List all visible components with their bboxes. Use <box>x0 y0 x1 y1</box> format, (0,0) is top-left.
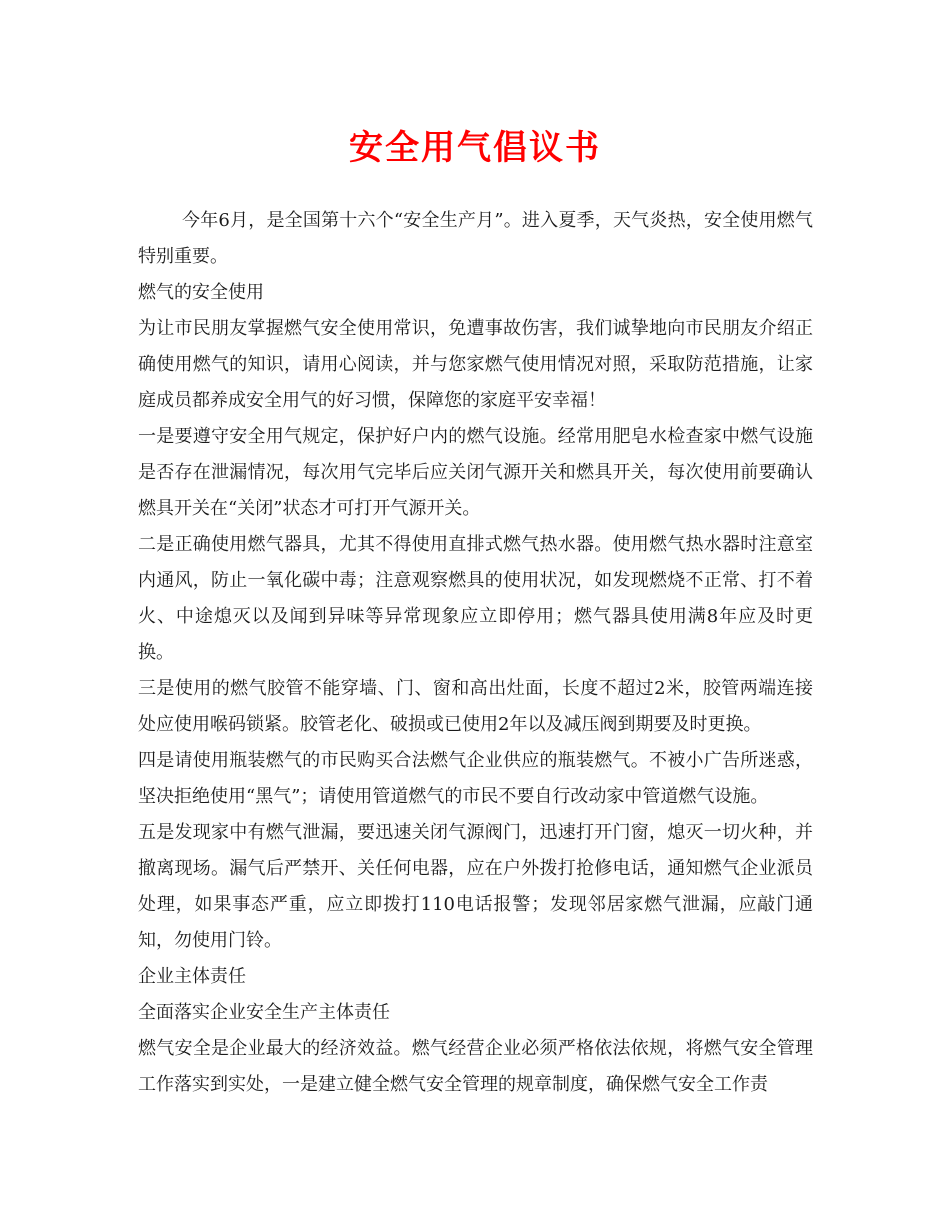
document-body <box>138 203 813 1103</box>
body-paragraph: 燃气安全是企业最大的经济效益。燃气经营企业必须严格依法依规，将燃气安全管理工作落实到实处，一是建立健全燃气安全管理的规章制度，确保燃气安全工作责 <box>138 1038 813 1095</box>
body-paragraph: 一是要遵守安全用气规定，保护好户内的燃气设施。经常用肥皂水检查家中燃气设施是否存在泄漏情况，每次用气完毕后应关闭气源开关和燃具开关，每次使用前要确认燃具开关在“关闭”状态才可打开气源开关。 <box>138 426 813 519</box>
body-paragraph: 二是正确使用燃气器具，尤其不得使用直排式燃气热水器。使用燃气热水器时注意室内通风，防止一氧化碳中毒；注意观察燃具的使用状况，如发现燃烧不正常、打不着火、中途熄灭以及闻到异味等异常现象应立即停用；燃气器具使用满8年应及时更换。 <box>138 534 813 663</box>
section-heading-enterprise: 企业主体责任 <box>138 966 246 987</box>
body-paragraph: 三是使用的燃气胶管不能穿墙、门、窗和高出灶面，长度不超过2米，胶管两端连接处应使用喉码锁紧。胶管老化、破损或已使用2年以及减压阀到期要及时更换。 <box>138 678 813 735</box>
document-title: 安全用气倡议书 <box>349 128 601 168</box>
section-heading-safe-use: 燃气的安全使用 <box>138 282 264 303</box>
body-paragraph: 为让市民朋友掌握燃气安全使用常识，免遭事故伤害，我们诚挚地向市民朋友介绍正确使用燃气的知识，请用心阅读，并与您家燃气使用情况对照，采取防范措施，让家庭成员都养成安全用气的好习惯，保障您的家庭平安幸福！ <box>138 318 813 411</box>
intro-paragraph: 今年6月，是全国第十六个“安全生产月”。进入夏季，天气炎热，安全使用燃气特别重要。 <box>138 210 813 267</box>
body-paragraph: 四是请使用瓶装燃气的市民购买合法燃气企业供应的瓶装燃气。不被小广告所迷惑，坚决拒绝使用“黑气”；请使用管道燃气的市民不要自行改动家中管道燃气设施。 <box>138 750 813 807</box>
section-subheading: 全面落实企业安全生产主体责任 <box>138 1002 390 1023</box>
body-paragraph: 五是发现家中有燃气泄漏，要迅速关闭气源阀门，迅速打开门窗，熄灭一切火种，并撤离现场。漏气后严禁开、关任何电器，应在户外拨打抢修电话，通知燃气企业派员处理，如果事态严重，应立即拨打110电话报警；发现邻居家燃气泄漏，应敲门通知，勿使用门铃。 <box>138 822 813 951</box>
